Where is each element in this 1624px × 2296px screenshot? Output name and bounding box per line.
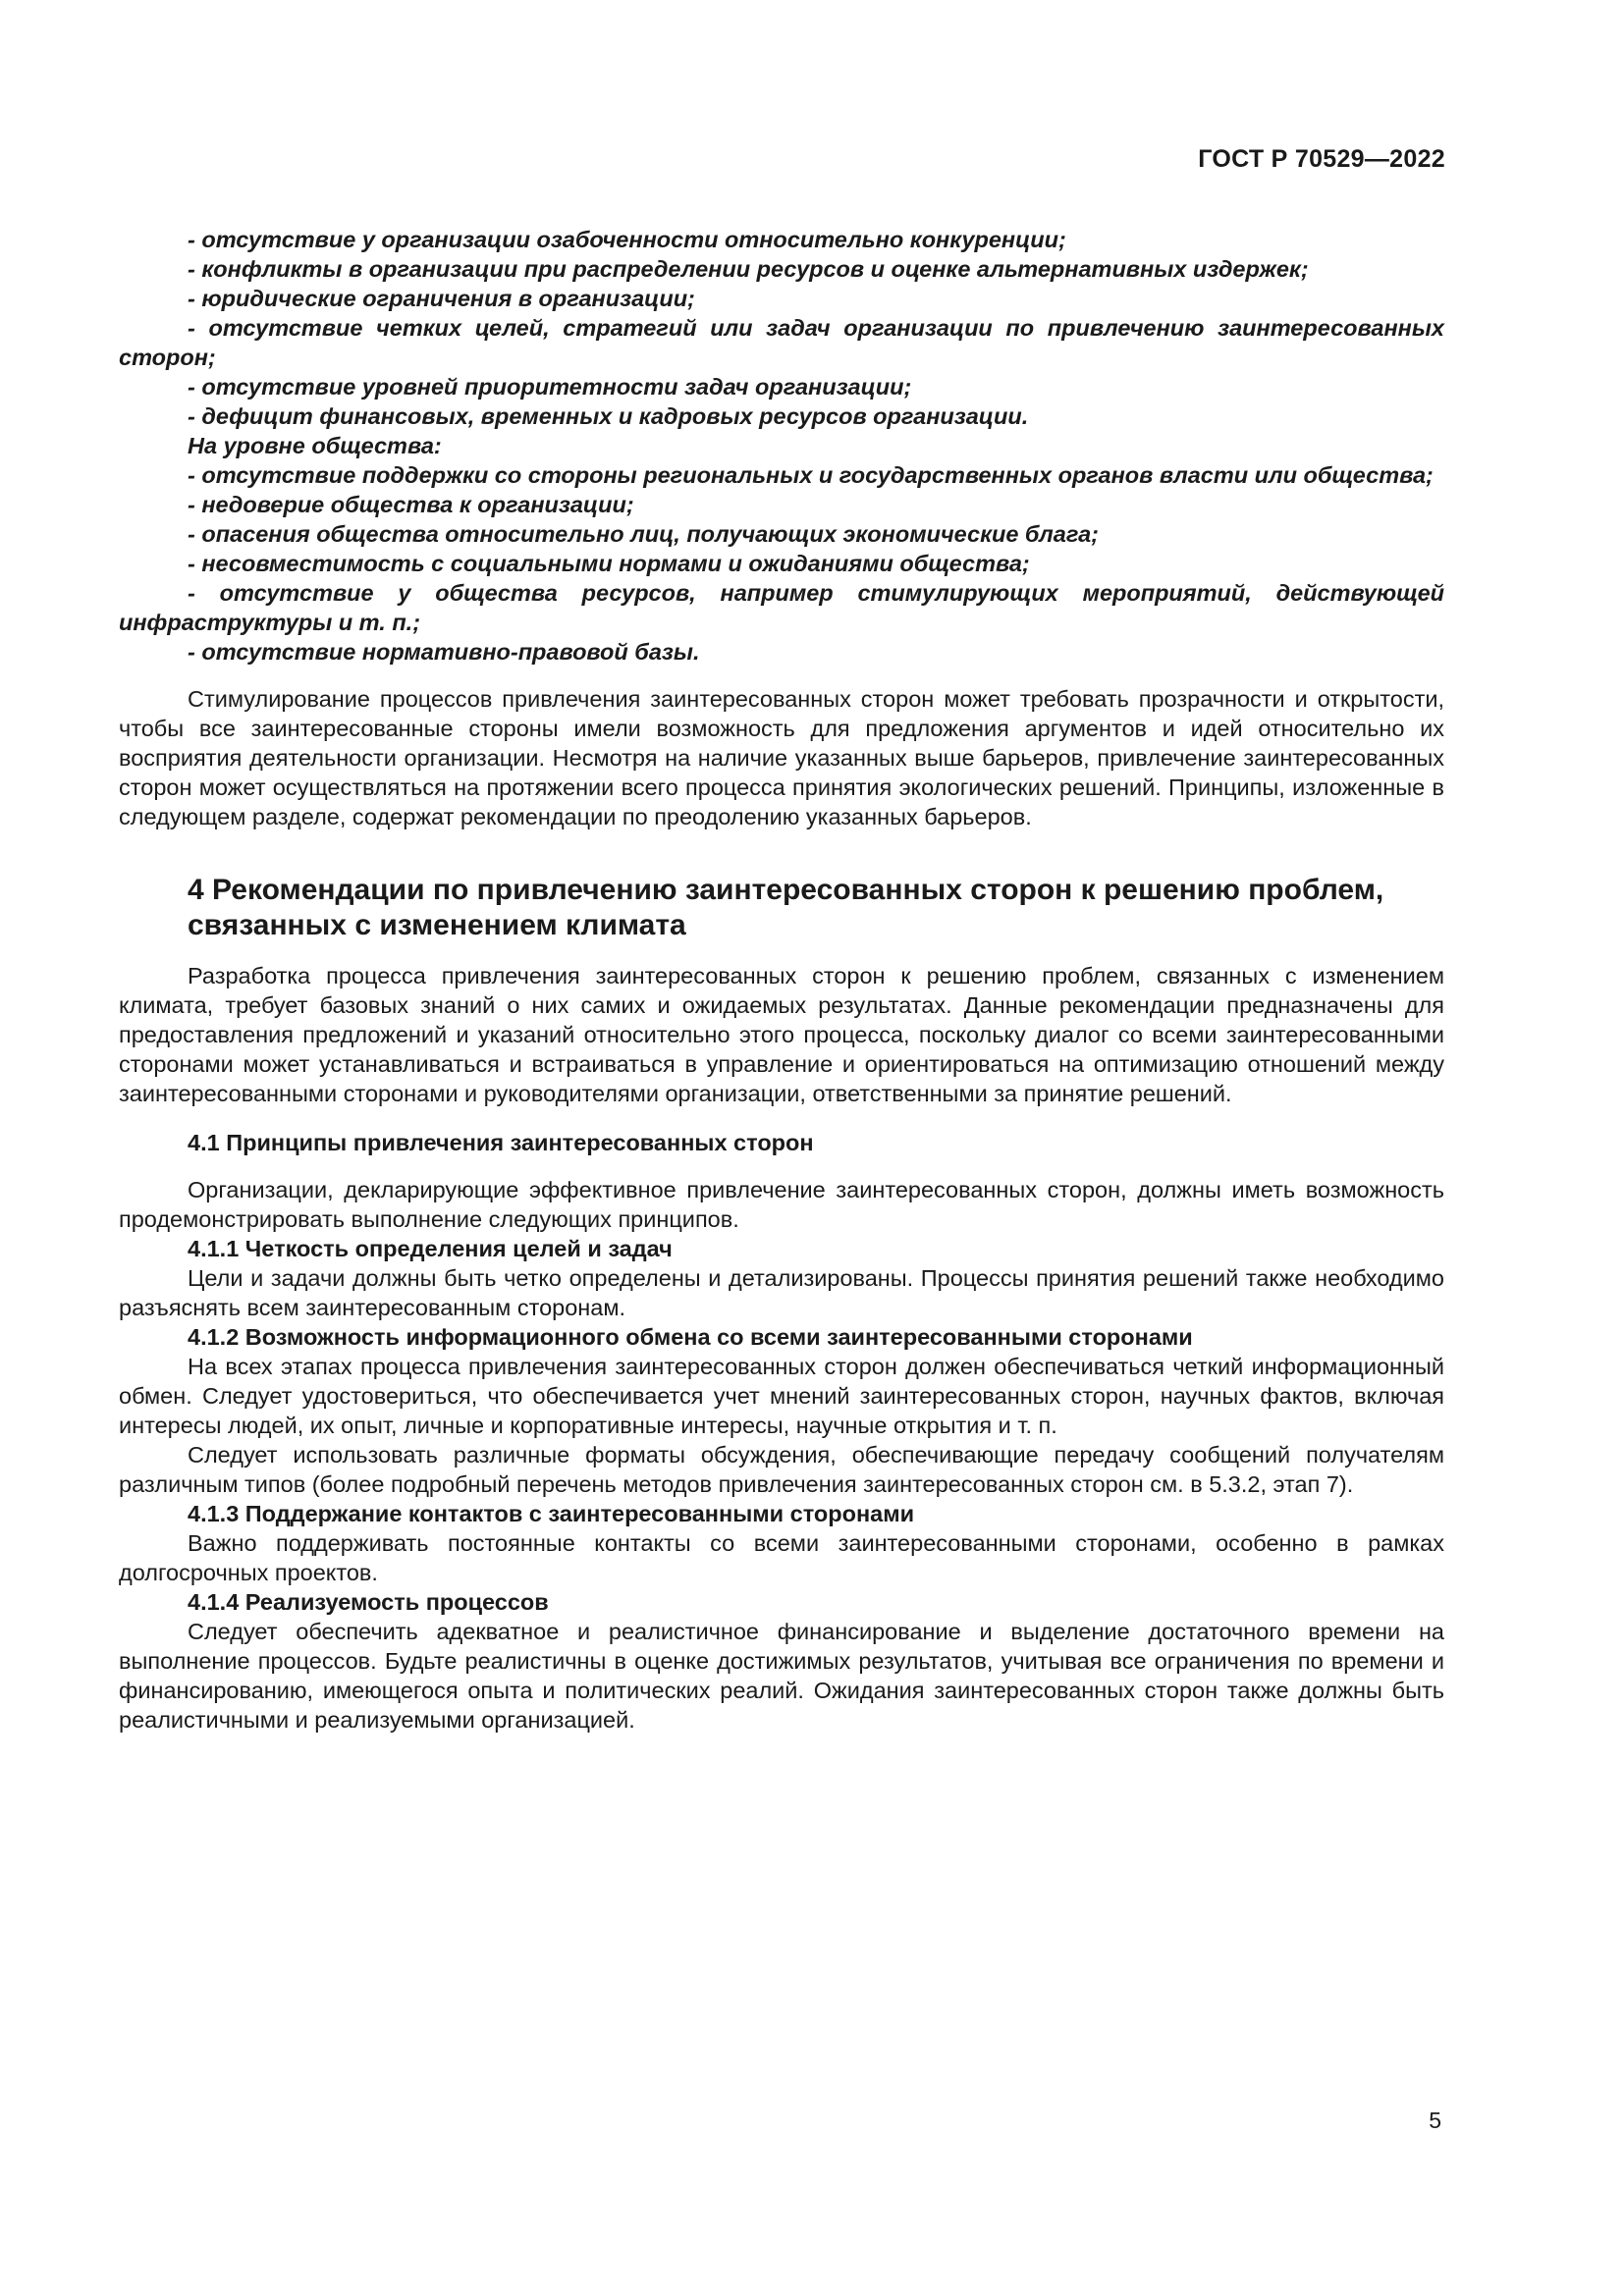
section-4-paragraph: Разработка процесса привлечения заинтересованных сторон к решению проблем, связанных с изменением климата, требует базовых знаний о них самих и ожидаемых результатах. Данные рекомендации предназначены для предоставления предложений и указаний относительно этого процесса, поскольку диалог со всеми заинтересованными сторонами может устанавливаться и встраиваться в управление и ориентироваться на оптимизацию отношений между заинтересованными сторонами и руководителями организации, ответственными за принятие решений. (119, 963, 1444, 1106)
section-4-1-3-paragraph: Важно поддерживать постоянные контакты со всеми заинтересованными сторонами, особенно в рамках долгосрочных проектов. (119, 1530, 1444, 1585)
list-item: - юридические ограничения в организации; (188, 286, 695, 311)
section-4-1-3-heading: 4.1.3 Поддержание контактов с заинтересованными сторонами (188, 1501, 915, 1526)
section-4-1-1-heading: 4.1.1 Четкость определения целей и задач (188, 1236, 673, 1261)
list-item: - отсутствие четких целей, стратегий или задач организации по привлечению заинтересованных сторон; (119, 315, 1444, 370)
list-item: - отсутствие у организации озабоченности относительно конкуренции; (188, 227, 1066, 252)
section-4-1-4-paragraph: Следует обеспечить адекватное и реалистичное финансирование и выделение достаточного времени на выполнение процессов. Будьте реалистичны в оценке достижимых результатов, учитывая все ограничения по времени и финансированию, имеющегося опыта и политических реалий. Ожидания заинтересованных сторон также должны быть реалистичными и реализуемыми организацией. (119, 1619, 1444, 1733)
list-subheading: На уровне общества: (188, 433, 442, 458)
page-body (119, 225, 1444, 1735)
list-item: - отсутствие поддержки со стороны региональных и государственных органов власти или общества; (188, 462, 1434, 488)
list-item: - несовместимость с социальными нормами и ожиданиями общества; (188, 551, 1030, 576)
document-header: ГОСТ Р 70529—2022 (1198, 145, 1445, 173)
list-item: - опасения общества относительно лиц, получающих экономические блага; (188, 521, 1099, 547)
section-4-heading: 4 Рекомендации по привлечению заинтересованных сторон к решению проблем, связанных с изменением климата (188, 874, 1384, 941)
list-item: - дефицит финансовых, временных и кадровых ресурсов организации. (188, 403, 1029, 429)
section-4-1-1-paragraph: Цели и задачи должны быть четко определены и детализированы. Процессы принятия решений также необходимо разъяснять всем заинтересованным сторонам. (119, 1265, 1444, 1320)
section-4-1-2-paragraph-1: На всех этапах процесса привлечения заинтересованных сторон должен обеспечиваться четкий информационный обмен. Следует удостовериться, что обеспечивается учет мнений заинтересованных сторон, научных фактов, включая интересы людей, их опыт, личные и корпоративные интересы, научные открытия и т. п. (119, 1354, 1444, 1438)
list-item: - конфликты в организации при распределении ресурсов и оценке альтернативных издержек; (188, 256, 1309, 282)
list-item: - отсутствие нормативно-правовой базы. (188, 639, 700, 665)
list-item: - отсутствие уровней приоритетности задач организации; (188, 374, 912, 400)
section-4-1-paragraph: Организации, декларирующие эффективное привлечение заинтересованных сторон, должны иметь возможность продемонстрировать выполнение следующих принципов. (119, 1177, 1444, 1232)
barriers-list (119, 225, 1444, 667)
list-item: - отсутствие у общества ресурсов, например стимулирующих мероприятий, действующей инфраструктуры и т. п.; (119, 580, 1444, 635)
section-4-1-2-paragraph-2: Следует использовать различные форматы обсуждения, обеспечивающие передачу сообщений получателям различным типов (более подробный перечень методов привлечения заинтересованных сторон см. в 5.3.2, этап 7). (119, 1442, 1444, 1497)
page-number: 5 (1429, 2108, 1441, 2133)
section-4-1-heading: 4.1 Принципы привлечения заинтересованных сторон (188, 1130, 814, 1155)
section-4-1-4-heading: 4.1.4 Реализуемость процессов (188, 1589, 549, 1615)
list-item: - недоверие общества к организации; (188, 492, 634, 517)
intro-paragraph: Стимулирование процессов привлечения заинтересованных сторон может требовать прозрачности и открытости, чтобы все заинтересованные стороны имели возможность для предложения аргументов и идей относительно их восприятия деятельности организации. Несмотря на наличие указанных выше барьеров, привлечение заинтересованных сторон может осуществляться на протяжении всего процесса принятия экологических решений. Принципы, изложенные в следующем разделе, содержат рекомендации по преодолению указанных барьеров. (119, 686, 1444, 829)
section-4-1-2-heading: 4.1.2 Возможность информационного обмена со всеми заинтересованными сторонами (188, 1324, 1193, 1350)
